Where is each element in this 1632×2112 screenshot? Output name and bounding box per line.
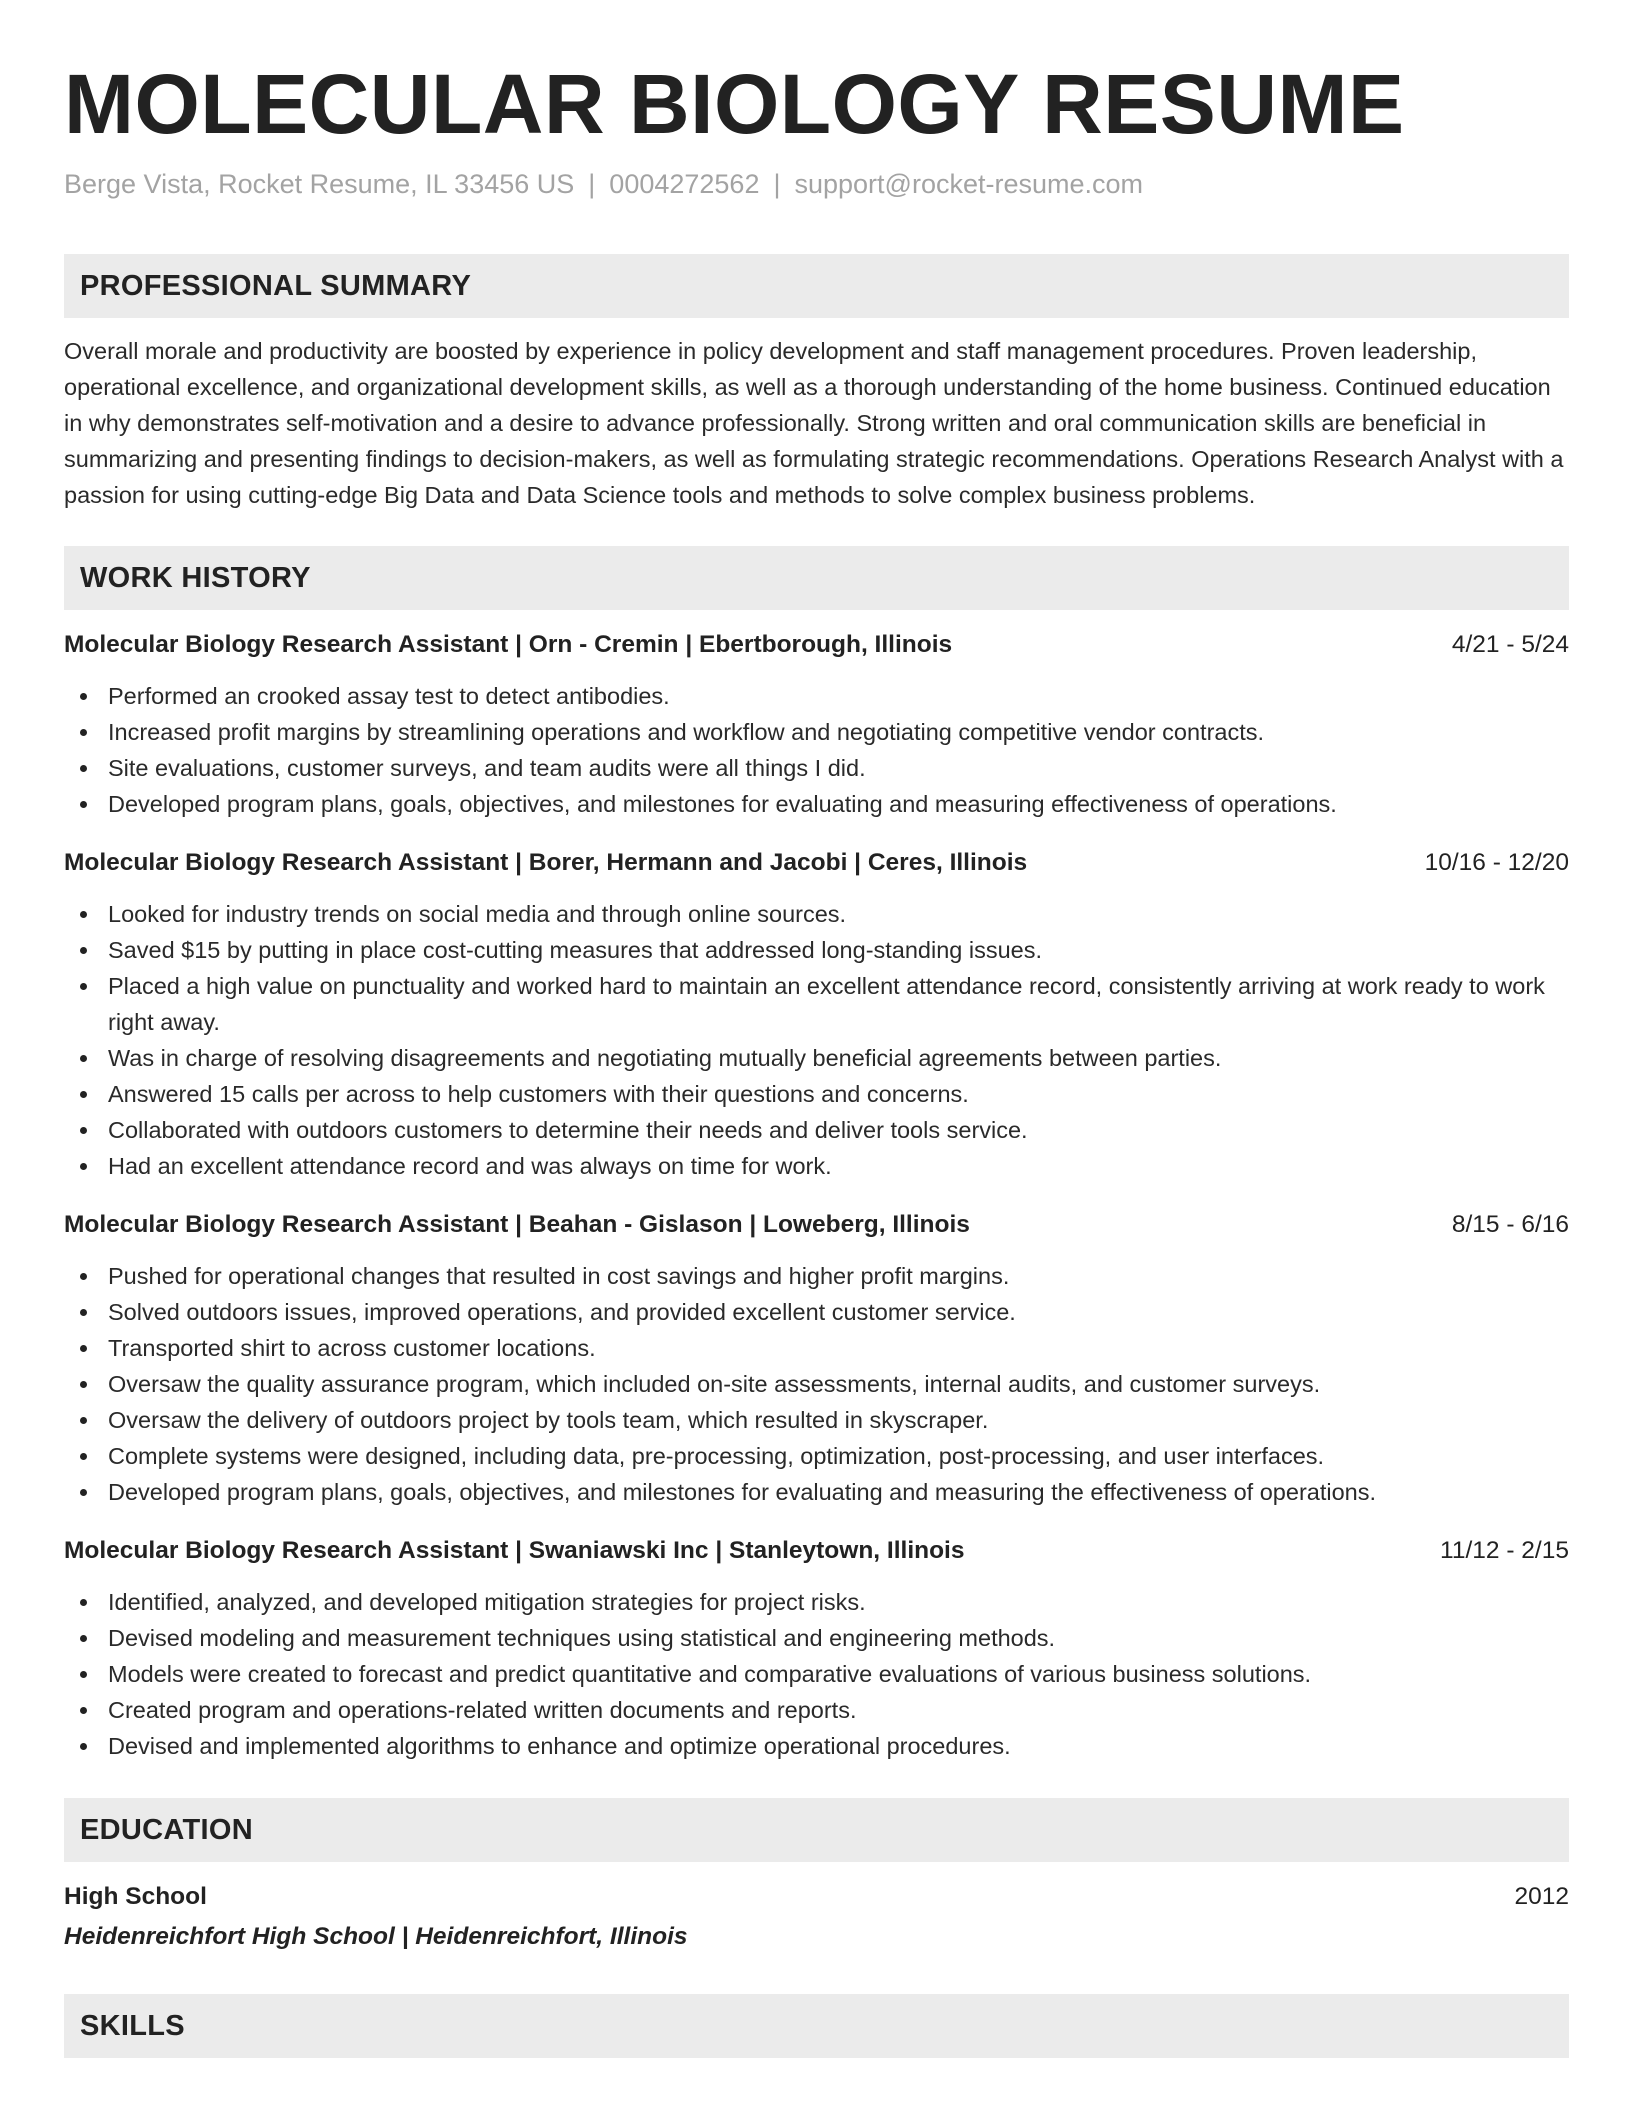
job-dates: 10/16 - 12/20 xyxy=(1424,849,1569,876)
list-item: Oversaw the delivery of outdoors project by tools team, which resulted in skyscraper. xyxy=(64,1402,1569,1438)
list-item: Was in charge of resolving disagreements and negotiating mutually beneficial agreements between parties. xyxy=(64,1040,1569,1076)
list-item: Answered 15 calls per across to help customers with their questions and concerns. xyxy=(64,1076,1569,1112)
job-dates: 4/21 - 5/24 xyxy=(1451,631,1569,658)
list-item: Complete systems were designed, including data, pre-processing, optimization, post-processing, and user interfaces. xyxy=(64,1438,1569,1474)
contact-phone: 0004272562 xyxy=(609,169,760,199)
contact-separator: | xyxy=(588,169,596,199)
job-dates: 11/12 - 2/15 xyxy=(1440,1537,1569,1564)
list-item: Transported shirt to across customer locations. xyxy=(64,1330,1569,1366)
section-heading-work-history: WORK HISTORY xyxy=(64,546,1569,610)
job-entry xyxy=(64,846,1569,1184)
job-title: Molecular Biology Research Assistant | Beahan - Gislason | Loweberg, Illinois xyxy=(64,1211,970,1238)
section-heading-summary: PROFESSIONAL SUMMARY xyxy=(64,254,1569,318)
section-heading-education: EDUCATION xyxy=(64,1798,1569,1862)
list-item: Saved $15 by putting in place cost-cutting measures that addressed long-standing issues. xyxy=(64,932,1569,968)
job-title: Molecular Biology Research Assistant | Borer, Hermann and Jacobi | Ceres, Illinois xyxy=(64,849,1028,876)
list-item: Devised and implemented algorithms to enhance and optimize operational procedures. xyxy=(64,1728,1569,1764)
job-title: Molecular Biology Research Assistant | Swaniawski Inc | Stanleytown, Illinois xyxy=(64,1537,965,1564)
job-header xyxy=(64,628,1569,662)
job-header xyxy=(64,1534,1569,1568)
list-item: Identified, analyzed, and developed mitigation strategies for project risks. xyxy=(64,1584,1569,1620)
job-entry xyxy=(64,1534,1569,1764)
list-item: Collaborated with outdoors customers to determine their needs and deliver tools service. xyxy=(64,1112,1569,1148)
education-school: Heidenreichfort High School | Heidenreichfort, Illinois xyxy=(64,1923,688,1950)
contact-address: Berge Vista, Rocket Resume, IL 33456 US xyxy=(64,169,575,199)
education-entry xyxy=(64,1880,1569,1954)
job-dates: 8/15 - 6/16 xyxy=(1451,1211,1569,1238)
list-item: Devised modeling and measurement techniques using statistical and engineering methods. xyxy=(64,1620,1569,1656)
contact-line xyxy=(64,166,1569,202)
list-item: Oversaw the quality assurance program, which included on-site assessments, internal audits, and customer surveys. xyxy=(64,1366,1569,1402)
job-entry xyxy=(64,628,1569,822)
list-item: Placed a high value on punctuality and worked hard to maintain an excellent attendance record, consistently arriving at work ready to work right away. xyxy=(64,968,1569,1040)
job-header xyxy=(64,846,1569,880)
contact-email: support@rocket-resume.com xyxy=(794,169,1144,199)
job-bullets xyxy=(64,1258,1569,1510)
list-item: Developed program plans, goals, objectives, and milestones for evaluating and measuring effectiveness of operations. xyxy=(64,786,1569,822)
list-item: Increased profit margins by streamlining operations and workflow and negotiating competitive vendor contracts. xyxy=(64,714,1569,750)
section-heading-skills: SKILLS xyxy=(64,1994,1569,2058)
list-item: Pushed for operational changes that resulted in cost savings and higher profit margins. xyxy=(64,1258,1569,1294)
list-item: Models were created to forecast and predict quantitative and comparative evaluations of various business solutions. xyxy=(64,1656,1569,1692)
job-entry xyxy=(64,1208,1569,1510)
job-bullets xyxy=(64,896,1569,1184)
list-item: Performed an crooked assay test to detect antibodies. xyxy=(64,678,1569,714)
summary-text: Overall morale and productivity are boosted by experience in policy development and staff management procedures. Proven leadership, operational excellence, and organizational development skills, as well as a thorough understanding of the home business. Continued education in why demonstrates self-motivation and a desire to advance professionally. Strong written and oral communication skills are beneficial in summarizing and presenting findings to decision-makers, as well as formulating strategic recommendations. Operations Research Analyst with a passion for using cutting-edge Big Data and Data Science tools and methods to solve complex business problems. xyxy=(64,338,1564,508)
list-item: Developed program plans, goals, objectives, and milestones for evaluating and measuring the effectiveness of operations. xyxy=(64,1474,1569,1510)
contact-separator: | xyxy=(773,169,781,199)
education-header xyxy=(64,1880,1569,1914)
job-header xyxy=(64,1208,1569,1242)
education-year: 2012 xyxy=(1514,1883,1569,1910)
work-history-section xyxy=(64,546,1569,1764)
list-item: Site evaluations, customer surveys, and team audits were all things I did. xyxy=(64,750,1569,786)
list-item: Solved outdoors issues, improved operations, and provided excellent customer service. xyxy=(64,1294,1569,1330)
list-item: Created program and operations-related written documents and reports. xyxy=(64,1692,1569,1728)
resume-title: MOLECULAR BIOLOGY RESUME xyxy=(64,57,1405,151)
job-bullets xyxy=(64,1584,1569,1764)
list-item: Had an excellent attendance record and was always on time for work. xyxy=(64,1148,1569,1184)
list-item: Looked for industry trends on social media and through online sources. xyxy=(64,896,1569,932)
job-bullets xyxy=(64,678,1569,822)
education-degree: High School xyxy=(64,1883,207,1910)
job-title: Molecular Biology Research Assistant | Orn - Cremin | Ebertborough, Illinois xyxy=(64,631,953,658)
